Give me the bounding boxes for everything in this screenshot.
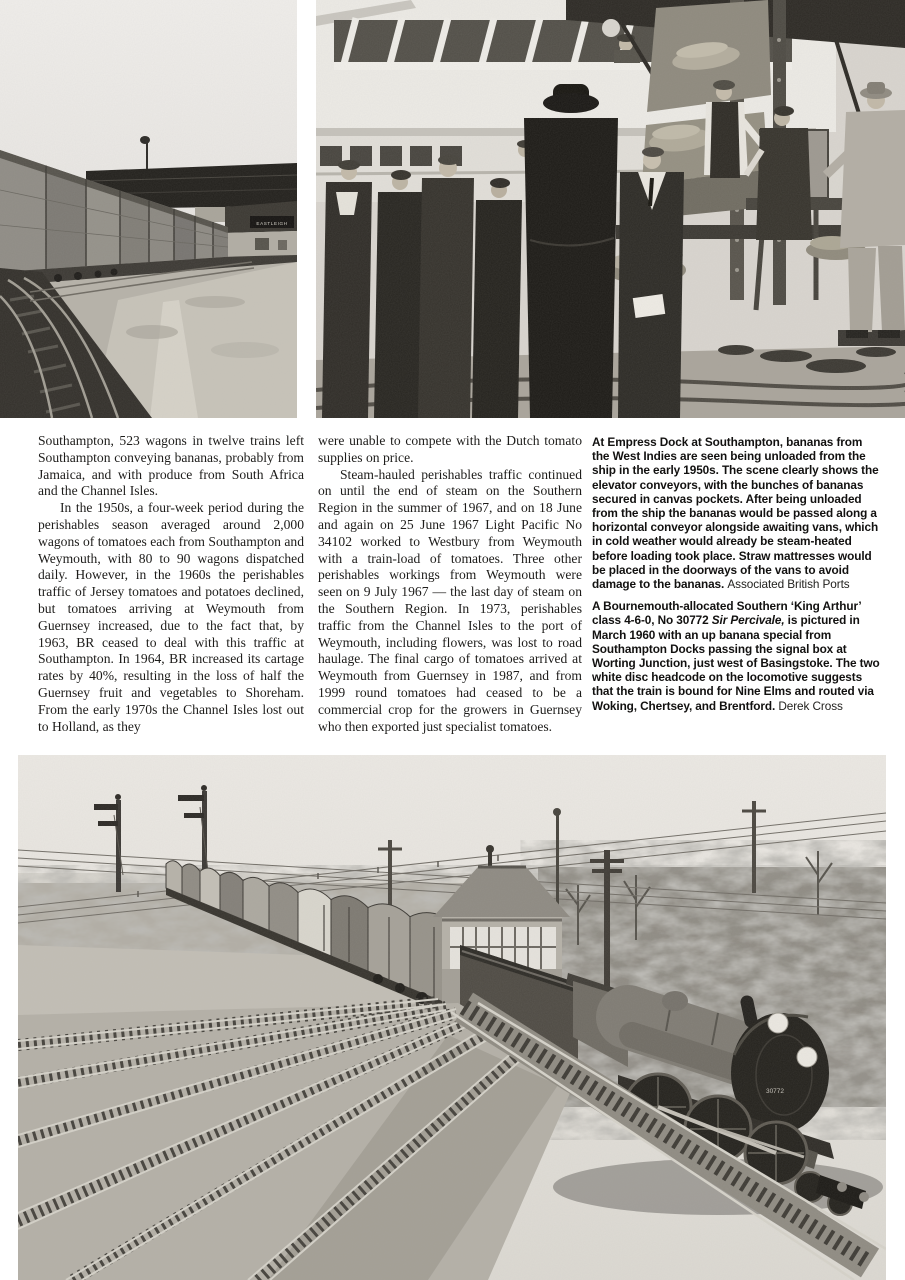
- photo-king-arthur-banana-special: [18, 755, 886, 1280]
- photo-credit: Associated British Ports: [727, 577, 850, 592]
- caption-king-arthur: [592, 599, 882, 713]
- body-paragraph: Steam-hauled perishables traffic continued on until the end of steam on the Southern Region in the summer of 1967, and on 18 June and again on 25 June 1967 Light Pacific No 34102 worked to Westbury from Weymouth with a train-load of tomatoes. Three other perishables workings from Weymouth were seen on 9 July 1967 — the last day of steam on the Southern Region. In 1973, perishables traffic from the Channel Isles to the port of Weymouth, including flowers, was lost to road haulage. The final cargo of tomatoes arrived at Weymouth from Guernsey in 1987, and from 1999 round tomatoes had ceased to be a commercial crop for the growers in Guernsey who then exported just specialist tomatoes.: [318, 466, 582, 734]
- photo-credit: Derek Cross: [778, 698, 843, 713]
- caption-column: [592, 435, 882, 713]
- body-paragraph: In the 1950s, a four-week period during the perishables season averaged around 2,000 wagons of tomatoes each from Southampton and Weymouth, with 80 to 90 wagons dispatched daily. However, in the 1960s the perishables traffic of Jersey tomatoes and potatoes declined, but tomatoes arriving at Weymouth from Guernsey increased, due to the fact that, by 1963, BR ceased to deal with this traffic at Southampton. In 1964, BR increased its cartage rates by 40%, resulting in the loss of half the Guernsey fruit and vegetables to Shoreham. From the early 1970s the Channel Isles lost out to Holland, as they: [38, 500, 304, 734]
- body-paragraph: were unable to compete with the Dutch tomato supplies on price.: [318, 433, 582, 465]
- loco-name-italic: Sir Percivale,: [711, 613, 785, 628]
- photo-banana-wagons-eastleigh: [0, 0, 297, 418]
- photo-banana-unloading-dock: [316, 0, 905, 418]
- caption-banana-unloading: [592, 435, 882, 591]
- caption-text: is pictured in March 1960 with an up banana special from Southampton Docks passing the signal box at Worting Junction, just west of Basingstoke. The two white disc headcode on the locomotive suggests that the train is bound for Nine Elms and routed via Woking, Chertsey, and Brentford.: [592, 613, 880, 713]
- caption-text: At Empress Dock at Southampton, bananas from the West Indies are seen being unloaded from the ship in the early 1950s. The scene clearly shows the elevator conveyors, with the bunches of bananas secured in canvas pockets. After being unloaded from the ship the bananas would be passed along a horizontal conveyor alongside awaiting vans, which in cold weather would already be steam-heated before loading took place. Straw mattresses would be placed in the doorways of the vans to avoid damage to the bananas.: [592, 435, 879, 592]
- photo-banana-wagons-eastleigh-art: [0, 0, 297, 418]
- body-column-1: [38, 433, 304, 735]
- body-column-2: [318, 433, 582, 735]
- caption-text: A Bournemouth-allocated Southern ‘King Arthur’ class 4-6-0, No 30772: [592, 599, 861, 628]
- photo-king-arthur-art: [18, 755, 886, 1280]
- body-paragraph: Southampton, 523 wagons in twelve trains left Southampton conveying bananas, probably from Jamaica, and with produce from South Africa and the Channel Isles.: [38, 433, 304, 499]
- photo-banana-unloading-art: [316, 0, 905, 418]
